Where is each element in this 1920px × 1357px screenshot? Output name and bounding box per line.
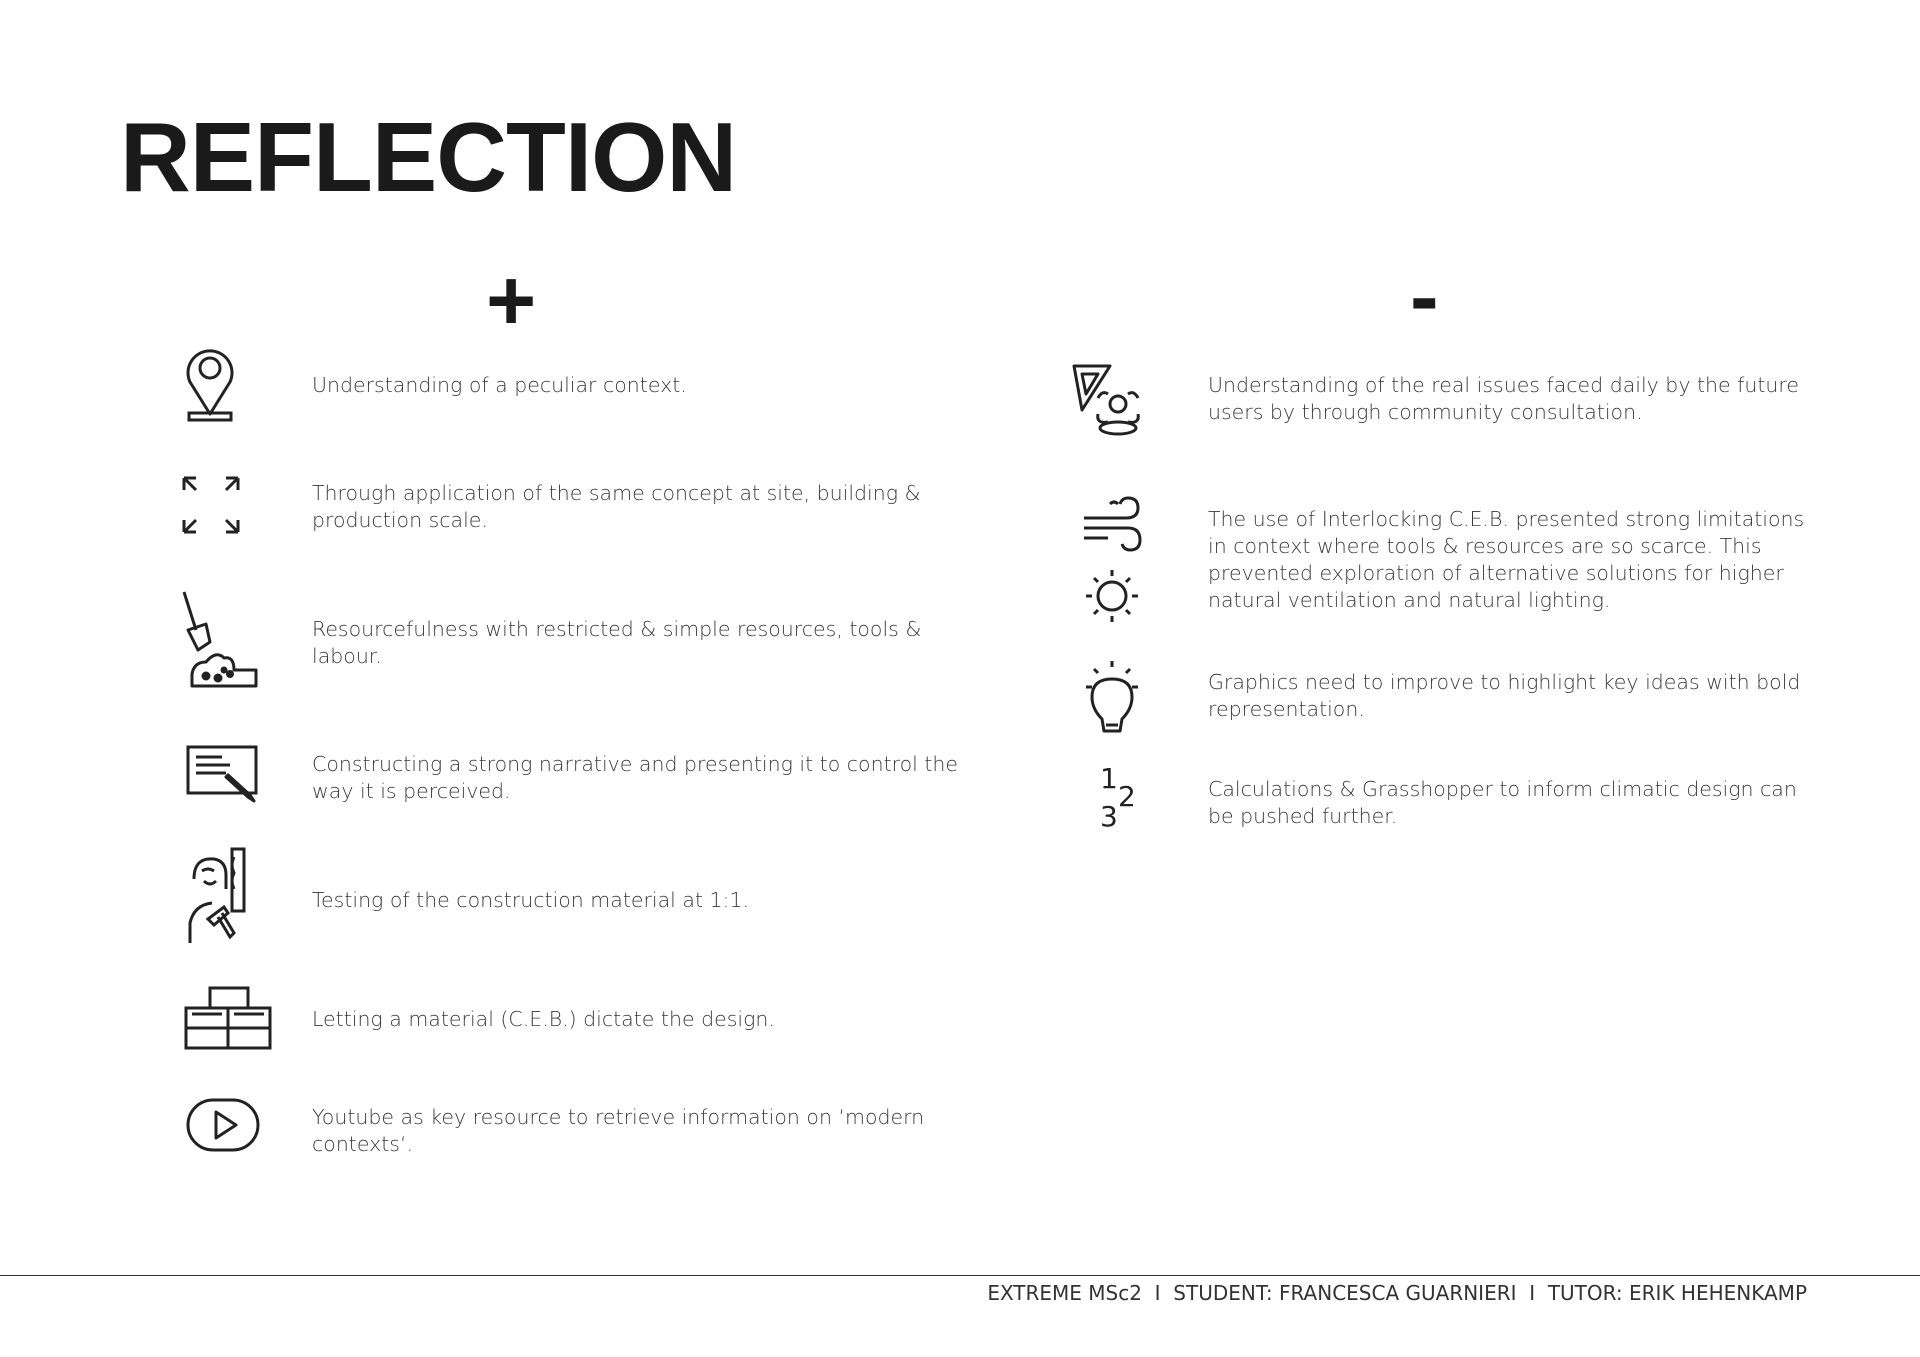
worker-hammer-icon — [172, 845, 272, 945]
number-two: 2 — [1118, 780, 1136, 813]
shovel-icon — [172, 590, 272, 690]
negatives-heading: - — [1410, 249, 1439, 345]
footer-divider — [0, 1275, 1920, 1276]
page-title: REFLECTION — [120, 102, 737, 212]
light-bulb-icon — [1068, 655, 1168, 755]
negative-text: Understanding of the real issues faced daily by the future users by through community consultation. — [1208, 373, 1799, 424]
location-pin-icon — [172, 340, 272, 440]
community-consultation-icon — [1068, 350, 1168, 450]
positive-text: Through application of the same concept at site, building & production scale. — [312, 481, 921, 532]
wind-sun-icon — [1068, 488, 1168, 638]
negative-text: Graphics need to improve to highlight key ideas with bold representation. — [1208, 670, 1801, 721]
presentation-board-icon — [172, 735, 272, 835]
negative-text: Calculations & Grasshopper to inform climatic design can be pushed further. — [1208, 777, 1797, 828]
positives-heading: + — [486, 253, 537, 349]
numbers-icon — [1068, 762, 1168, 862]
positive-text: Understanding of a peculiar context. — [312, 373, 687, 397]
negative-text: The use of Interlocking C.E.B. presented strong limitations in context where tools & resources are so scarce. This prevented exploration of alternative solutions for higher natural ventilation and natural lighting. — [1208, 507, 1805, 612]
positive-text: Resourcefulness with restricted & simple resources, tools & labour. — [312, 617, 922, 668]
youtube-play-icon — [172, 1090, 272, 1190]
number-three: 3 — [1100, 800, 1118, 833]
footer-credits: EXTREME MSc2 I STUDENT: FRANCESCA GUARNIERI I TUTOR: ERIK HEHENKAMP — [987, 1281, 1807, 1305]
positive-text: Letting a material (C.E.B.) dictate the design. — [312, 1007, 775, 1031]
bricks-icon — [172, 980, 272, 1080]
positive-text: Youtube as key resource to retrieve information on ‘modern contexts‘. — [312, 1105, 925, 1156]
expand-arrows-icon — [172, 470, 272, 570]
positive-text: Testing of the construction material at 1:1. — [312, 888, 750, 912]
number-one: 1 — [1100, 762, 1118, 795]
positive-text: Constructing a strong narrative and presenting it to control the way it is perceived. — [312, 752, 958, 803]
